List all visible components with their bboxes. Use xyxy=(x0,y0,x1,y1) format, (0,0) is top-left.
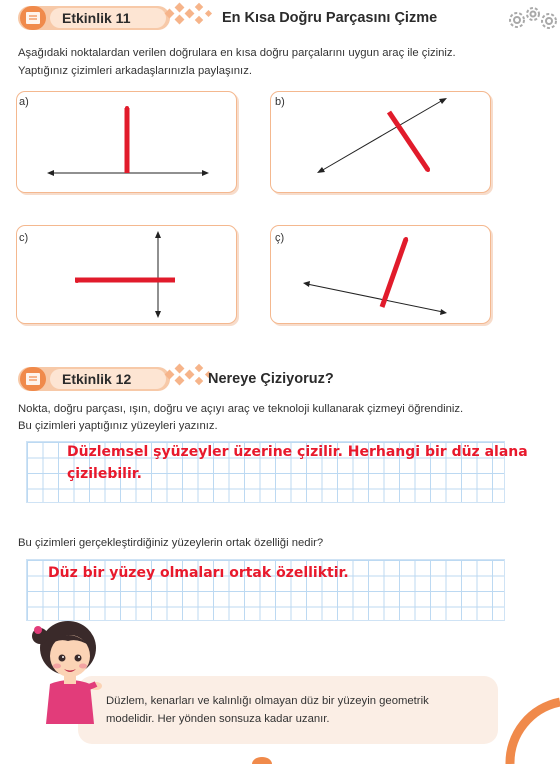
panel-b xyxy=(270,91,491,193)
activity12-question2: Bu çizimleri gerçekleştirdiğiniz yüzeylerin ortak özelliği nedir? xyxy=(18,537,324,549)
panel-c xyxy=(16,225,237,324)
activity11-instruction-line1: Aşağıdaki noktalardan verilen doğrulara en kısa doğru parçalarını uygun araç ile çiziniz. xyxy=(18,47,456,59)
arrowhead-right-icon xyxy=(440,309,447,315)
activity11-instruction-line2: Yaptığınız çizimleri arkadaşlarınızla paylaşınız. xyxy=(18,65,252,77)
arrowhead-up-icon xyxy=(155,231,161,238)
gears-icon xyxy=(505,4,560,34)
panel-c-drawing xyxy=(17,226,236,323)
panel-c-cedilla-red-segment xyxy=(382,239,406,307)
info-line2: modelidir. Her yönden sonsuza kadar uzanır. xyxy=(106,713,330,725)
panel-b-point xyxy=(426,168,430,172)
arrowhead-left-icon xyxy=(47,170,54,176)
decorative-diamonds-icon xyxy=(160,0,222,30)
panel-c-cedilla-line xyxy=(307,284,443,312)
panel-b-line xyxy=(321,100,443,171)
activity12-book-icon xyxy=(20,367,46,391)
panel-c-cedilla xyxy=(270,225,491,324)
panel-c-cedilla-point xyxy=(404,237,408,241)
arrowhead-right-icon xyxy=(439,98,447,104)
panel-a-point xyxy=(125,106,129,110)
panel-c-point xyxy=(75,279,79,283)
arrowhead-down-icon xyxy=(155,311,161,318)
arrowhead-left-icon xyxy=(303,281,310,287)
activity12-label: Etkinlik 12 xyxy=(62,371,132,387)
activity12-title: Nereye Çiziyoruz? xyxy=(208,371,334,387)
activity12-instruction-line2: Bu çizimleri yaptığınız yüzeyleri yazınız. xyxy=(18,420,218,432)
activity11-book-icon xyxy=(20,6,46,30)
info-line1: Düzlem, kenarları ve kalınlığı olmayan düz bir yüzeyin geometrik xyxy=(106,695,429,707)
activity11-title: En Kısa Doğru Parçasını Çizme xyxy=(222,10,438,26)
panel-c-label: c) xyxy=(19,232,29,244)
panel-a xyxy=(16,91,237,193)
panel-b-label: b) xyxy=(275,96,285,108)
panel-c-cedilla-drawing xyxy=(271,226,490,323)
answer1-line2: çizilebilir. xyxy=(67,466,142,482)
arrowhead-right-icon xyxy=(202,170,209,176)
panel-a-label: a) xyxy=(19,96,29,108)
arrowhead-left-icon xyxy=(317,167,325,173)
panel-b-drawing xyxy=(271,92,490,192)
panel-c-cedilla-label: ç) xyxy=(275,232,285,244)
page-number-dot-icon xyxy=(250,754,274,764)
activity12-instruction-line1: Nokta, doğru parçası, ışın, doğru ve açıyı araç ve teknoloji kullanarak çizmeyi öğrendiniz. xyxy=(18,403,464,415)
answer1-line1: Düzlemsel şyüzeyler üzerine çizilir. Herhangi bir düz alana xyxy=(67,444,528,460)
girl-character-icon xyxy=(20,614,116,724)
decorative-arc-icon xyxy=(480,680,560,764)
panel-b-red-segment xyxy=(389,112,428,170)
activity11-label: Etkinlik 11 xyxy=(62,10,131,26)
panel-a-drawing xyxy=(17,92,236,192)
answer2: Düz bir yüzey olmaları ortak özelliktir. xyxy=(48,565,349,581)
